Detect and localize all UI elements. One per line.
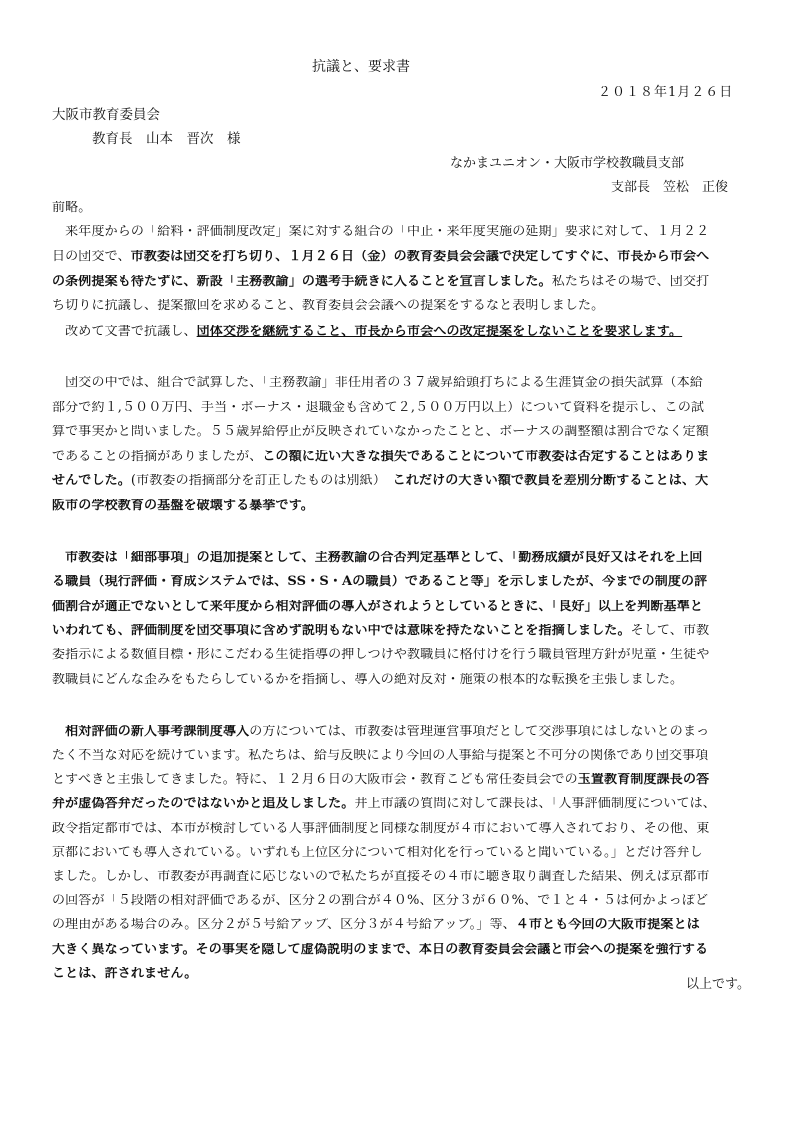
body-text: 部分で約１,５００万円、手当・ボーナス・退職金も含めて２,５００万円以上）について資料を提示し、この試 — [52, 401, 705, 414]
emphasized-text: 価割合が適正でないとして来年度から相対評価の導入がされようとしているときに、「良好」以上を判断基準と — [52, 600, 704, 613]
body-text: 改めて文書で抗議し、 — [52, 325, 197, 338]
emphasized-text: ことは、許されません。 — [52, 967, 198, 980]
body-text: 井上市議の質問に対して課長は、「人事評価制度については、 — [354, 797, 716, 810]
body-line — [52, 551, 758, 564]
emphasized-text: 大きく異なっています。その事実を隠して虚偽説明のままで、本日の教育委員会会議と市会への提案を強行する — [52, 943, 709, 956]
body-line — [52, 648, 758, 661]
body-text: ち切りに抗議し、提案撤回を求めること、教育委員会会議への提案をするなと表明しました。 — [52, 299, 605, 312]
body-text: 委指示による数値目標・形にこだわる生徒指導の押しつけや教職員に格付けを行う職員管理方針が児童・生徒や — [52, 648, 710, 661]
body-text: 日の団交で、 — [52, 250, 131, 263]
body-line — [52, 725, 758, 738]
body-line — [52, 474, 758, 487]
body-text: たく不当な対応を続けています。私たちは、給与反映により今回の人事給与提案と不可分の関係であり団交事項 — [52, 749, 709, 762]
body-line — [52, 846, 758, 859]
body-line — [52, 624, 758, 637]
closing-text: 以上です。 — [686, 977, 750, 992]
body-text: の回答が「５段階の相対評価であるが、区分２の割合が４０%、区分３が６０%、で１と４・５は何かよっぽど — [52, 894, 709, 907]
body-line — [52, 401, 758, 414]
document-date: ２０１８年1月２６日 — [598, 85, 734, 100]
emphasized-text: ４市とも今回の大阪市提案とは — [515, 918, 700, 931]
body-line — [52, 201, 758, 214]
body-line — [52, 943, 758, 956]
body-text: の理由がある場合のみ。区分２が５号給アップ、区分３が４号給アップ。」等、 — [52, 918, 516, 931]
body-line — [52, 299, 758, 312]
emphasized-text: 玉置教育制度課長の答 — [577, 773, 710, 786]
emphasized-text: の条例提案も待たずに、新設「主務教諭」の選考手続きに入ることを宣言しました。 — [52, 275, 552, 288]
document-title: 抗議と、要求書 — [312, 59, 410, 75]
sender-person: 支部長 笠松 正俊 — [611, 180, 729, 195]
body-text: 来年度からの「給料・評価制度改定」案に対する組合の「中止・来年度実施の延期」要求に対して、１月２２ — [52, 225, 710, 238]
emphasized-text: いわれても、評価制度を団交事項に含めず説明もない中では意味を持たないことを指摘しました。 — [52, 624, 631, 637]
body-line — [52, 376, 758, 389]
emphasized-text: 相対評価の新人事考課制度導入 — [65, 725, 250, 738]
body-text: であることの指摘がありましたが、 — [52, 450, 263, 463]
body-line — [52, 275, 758, 288]
body-line — [52, 822, 758, 835]
body-line — [52, 673, 758, 686]
body-text: 前略。 — [52, 201, 92, 214]
demand-text: 団体交渉を継続すること、市長から市会への改定提案をしないことを要求します。 — [196, 325, 683, 338]
emphasized-text: 市教委は「細部事項」の追加提案として、主務教諭の合否判定基準として、「勤務成績が良好又はそれを上回 — [52, 551, 703, 564]
body-line — [52, 918, 758, 931]
emphasized-text: 弁が虚偽答弁だったのではないかと追及しました。 — [52, 797, 355, 810]
sender-organization: なかまユニオン・大阪市学校教職員支部 — [450, 156, 685, 171]
body-text: そして、市教 — [630, 624, 710, 637]
body-line — [52, 450, 758, 463]
emphasized-text: これだけの大きい額で教員を差別分断することは、大 — [392, 474, 709, 487]
body-text: 団交の中では、組合で試算した、「主務教諭」非任用者の３７歳昇給頭打ちによる生涯賃金の損失試算（本給 — [52, 376, 704, 389]
body-text: 政令指定都市では、本市が検討している人事評価制度と同様な制度が４市において導入されており、その他、東 — [52, 822, 710, 835]
body-line — [52, 425, 758, 438]
emphasized-text: この額に近い大きな損失であることについて市教委は否定することはありま — [262, 450, 710, 463]
body-line — [52, 325, 758, 338]
recipient-person: 教育長 山本 晋次 様 — [92, 131, 241, 147]
body-line — [52, 250, 758, 263]
body-line — [52, 797, 758, 810]
emphasized-text: せんでした。 — [52, 474, 131, 487]
body-text: とすべきと主張してきました。特に、１２月６日の大阪市会・教育こども常任委員会での — [52, 773, 578, 786]
body-text — [52, 725, 65, 738]
emphasized-text: 阪市の学校教育の基盤を破壊する暴挙です。 — [52, 499, 314, 512]
body-text: の方については、市教委は管理運営事項だとして交渉事項にはしないとのまっ — [249, 725, 710, 738]
body-line — [52, 499, 758, 512]
emphasized-text: る職員（現行評価・育成システムでは、SS・S・Aの職員）であること等」を示しましたが、今までの制度の評 — [52, 575, 708, 588]
body-line — [52, 894, 758, 907]
body-text: (市教委の指摘部分を訂正したものは別紙） — [130, 474, 393, 487]
body-line — [52, 967, 758, 980]
body-text: 私たちはその場で、団交打 — [551, 275, 710, 288]
body-line — [52, 870, 758, 883]
body-line — [52, 749, 758, 762]
body-line — [52, 773, 758, 786]
body-text: 京都においても導入されている。いずれも上位区分について相対化を行っていると聞いている。」とだけ答弁し — [52, 846, 703, 859]
body-text: 算で事実かと問いました。５５歳昇給停止が反映されていなかったことと、ボーナスの調整額は割合でなく定額 — [52, 425, 709, 438]
body-line — [52, 225, 758, 238]
body-text: 教職員にどんな歪みをもたらしているかを指摘し、導入の絶対反対・施策の根本的な転換を主張しました。 — [52, 673, 684, 686]
recipient-organization: 大阪市教育委員会 — [52, 107, 160, 123]
body-line — [52, 575, 758, 588]
body-text: ました。しかし、市教委が再調査に応じないので私たちが直接その４市に聴き取り調査した結果、例えば京都市 — [52, 870, 710, 883]
body-line — [52, 600, 758, 613]
emphasized-text: 市教委は団交を打ち切り、１月２６日（金）の教育委員会会議で決定してすぐに、市長から市会へ — [130, 250, 710, 263]
